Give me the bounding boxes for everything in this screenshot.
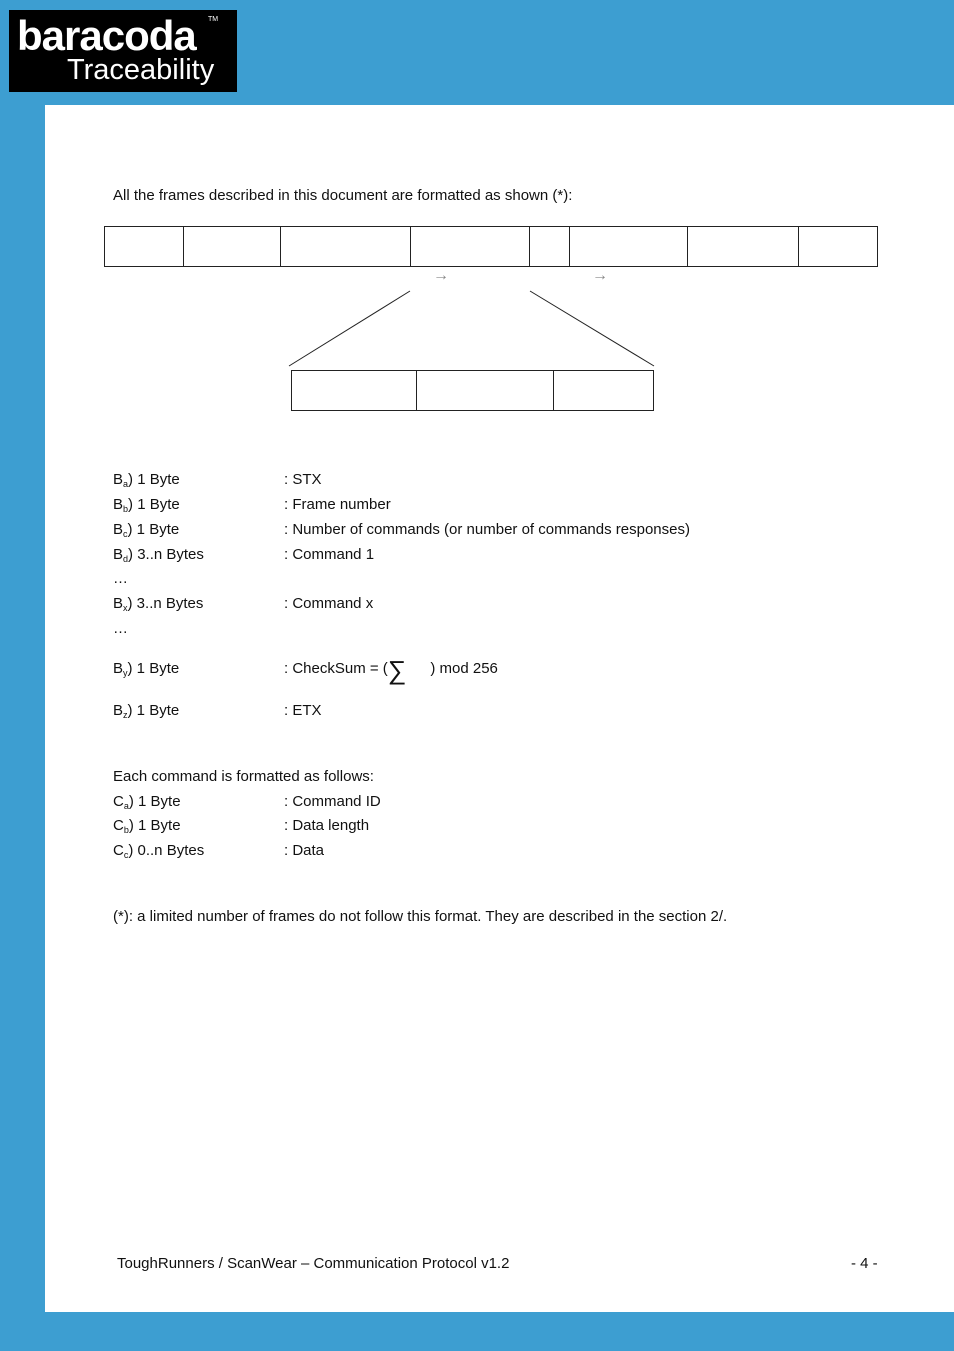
ellipsis: … — [113, 570, 128, 587]
expansion-lines — [0, 0, 954, 420]
logo-brand: baracoda — [17, 12, 196, 59]
field-desc-by: : CheckSum = (∑ ) mod 256 — [284, 655, 498, 685]
field-label-bd: $B_d$) 3..n Bytes — [113, 546, 204, 564]
arrow-right-icon: → — [433, 267, 449, 284]
expansion-line-left — [289, 291, 410, 366]
field-label-by: $B_y$) 1 Byte — [113, 660, 180, 678]
field-desc-ca: : Command ID — [284, 793, 381, 810]
field-desc-cc: : Data — [284, 842, 325, 859]
field-desc-bc: : Number of commands (or number of commands responses) — [284, 521, 690, 538]
field-desc-bz: : ETX — [284, 702, 322, 719]
footnote: (*): a limited number of frames do not follow this format. They are described in the section 2/. — [113, 908, 728, 925]
field-label-ca: $C_a$) 1 Byte — [113, 793, 181, 811]
ellipsis: … — [113, 620, 128, 637]
footer-title: ToughRunners / ScanWear – Communication Protocol v1.2 — [117, 1255, 510, 1272]
field-desc-cb: : Data length — [284, 817, 370, 834]
expansion-line-right — [530, 291, 654, 366]
arrow-right-icon: → — [592, 267, 608, 284]
field-label-ba: $B_a$) 1 Byte — [113, 471, 180, 489]
command-intro: Each command is formatted as follows: — [113, 768, 374, 785]
field-label-bz: $B_z$) 1 Byte — [113, 702, 180, 720]
command-divider — [553, 370, 554, 411]
field-desc-ba: : STX — [284, 471, 322, 488]
field-label-cc: $C_c$) 0..n Bytes — [113, 842, 205, 860]
field-label-cb: $C_b$) 1 Byte — [113, 817, 181, 835]
intro-text: All the frames described in this document are formatted as shown (*): — [113, 187, 573, 204]
sigma-symbol: ∑ — [387, 655, 407, 685]
field-label-bx: $B_x$) 3..n Bytes — [113, 595, 204, 613]
field-desc-bb: : Frame number — [284, 496, 391, 513]
logo-subtitle: Traceability — [67, 54, 215, 86]
field-desc-bx: : Command x — [284, 595, 374, 612]
command-divider — [416, 370, 417, 411]
field-label-bb: $B_b$) 1 Byte — [113, 496, 180, 514]
logo-trademark: TM — [208, 16, 219, 23]
field-desc-bd: : Command 1 — [284, 546, 375, 563]
page-number: - 4 - — [851, 1255, 878, 1272]
command-diagram-row — [291, 370, 654, 411]
field-label-bc: $B_c$) 1 Byte — [113, 521, 180, 539]
